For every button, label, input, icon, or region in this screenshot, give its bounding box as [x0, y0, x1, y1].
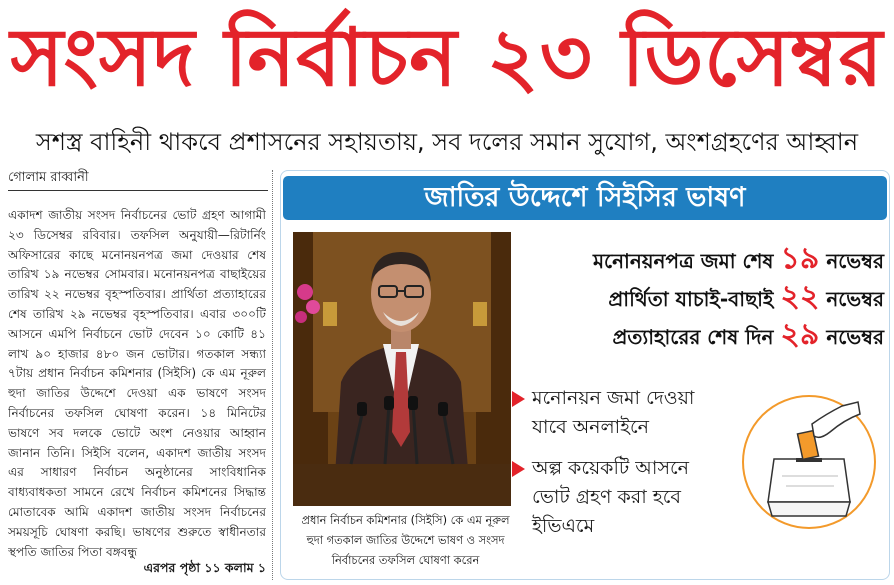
box-title: জাতির উদ্দেশে সিইসির ভাষণ — [283, 176, 887, 220]
article-text: একাদশ জাতীয় সংসদ নির্বাচনের ভোট গ্রহণ আগামী ২৩ ডিসেম্বর রবিবার। তফসিল অনুযায়ী—রিটার্নিং অফিসারের কাছে মনোনয়নপত্র জমা দেওয়ার শেষ তারিখ ১৯ নভেম্বর সোমবার। মনোনয়নপত্র বাছাইয়ের তারিখ ২২ নভেম্বর বৃহস্পতিবার। প্রার্থিতা প্রত্যাহারের শেষ তারিখ ২৯ নভেম্বর বৃহস্পতিবার। এবার ৩০০টি আসনে এমপি নির্বাচনে ভোট দেবেন ১০ কোটি ৪১ লাখ ৯০ হাজার ৪৮০ জন ভোটার। গতকাল সন্ধ্যা ৭টায় প্রধান নির্বাচন কমিশনার (সিইসি) কে এম নূরুল হুদা জাতির উদ্দেশে দেওয়া এক ভাষণে সংসদ নির্বাচনের তফসিল ঘোষণা করেন। ১৪ মিনিটের ভাষণে সব দলকে ভোটে অংশ নেওয়ার আহ্বান জানান তিনি। সিইসি বলেন, একাদশ জাতীয় সংসদ এর সাধারণ নির্বাচন অনুষ্ঠানের সাংবিধানিক বাধ্যবাধকতা সামনে রেখে নির্বাচন কমিশনের সিদ্ধান্ত মোতাবেক আমি একাদশ জাতীয় সংসদ নির্বাচনের সময়সূচি ঘোষণা করছি। ভাষণের শুরুতে স্বাধীনতার স্থপতি জাতির পিতা বঙ্গবন্ধু — [8, 208, 266, 559]
schedule-dates — [512, 240, 884, 354]
triangle-arrow-icon — [512, 461, 525, 477]
column-divider — [272, 170, 273, 580]
subheadline: সশস্ত্র বাহিনী থাকবে প্রশাসনের সহায়তায়, সব দলের সমান সুযোগ, অংশগ্রহণের আহ্বান — [35, 128, 859, 156]
date-withdrawal-deadline — [512, 316, 884, 354]
headline: সংসদ নির্বাচন ২৩ ডিসেম্বর — [10, 11, 884, 104]
byline-rule — [8, 190, 268, 191]
article-body — [8, 206, 266, 578]
date-label: মনোনয়নপত্র জমা শেষ — [592, 249, 781, 273]
ballot-box-icon — [734, 384, 884, 534]
note-online-nomination — [532, 384, 732, 442]
byline: গোলাম রাব্বানী — [8, 170, 89, 185]
note-text: অল্প কয়েকটি আসনে ভোট গ্রহণ করা হবে ইভিএমে — [532, 457, 689, 537]
date-number: ১৯ — [780, 241, 820, 276]
continuation-jump: এরপর পৃষ্ঠা ১১ কলাম ১ — [138, 558, 266, 578]
note-evm-voting — [532, 454, 732, 541]
date-label: প্রত্যাহারের শেষ দিন — [612, 325, 781, 349]
speaker-photo — [293, 232, 511, 506]
speaker-illustration — [293, 232, 511, 506]
photo-caption: প্রধান নির্বাচন কমিশনার (সিইসি) কে এম নূরুল হুদা গতকাল জাতির উদ্দেশে ভাষণ ও সংসদ নির্বাচনের তফসিল ঘোষণা করেন — [301, 513, 510, 567]
date-month: নভেম্বর — [819, 249, 884, 273]
date-scrutiny — [512, 278, 884, 316]
date-number: ২৯ — [780, 317, 820, 352]
note-text: মনোনয়ন জমা দেওয়া যাবে অনলাইনে — [532, 387, 695, 438]
date-nomination-deadline — [512, 240, 884, 278]
date-label: প্রার্থিতা যাচাই-বাছাই — [608, 287, 781, 311]
date-month: নভেম্বর — [819, 287, 884, 311]
triangle-arrow-icon — [512, 391, 525, 407]
date-number: ২২ — [780, 279, 820, 314]
date-month: নভেম্বর — [819, 325, 884, 349]
